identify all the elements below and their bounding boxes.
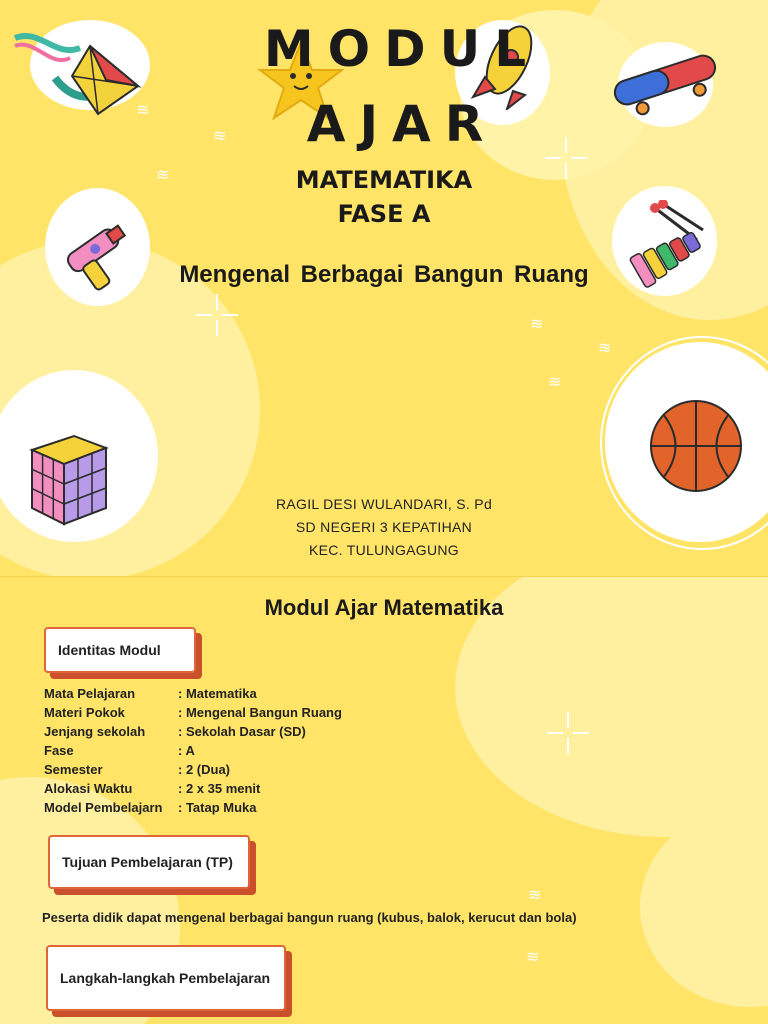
identity-key: Mata Pelajaran	[44, 686, 136, 701]
sparkle-icon	[545, 710, 591, 756]
identity-row	[44, 685, 257, 703]
identity-value: : Tatap Muka	[178, 800, 257, 815]
identity-key: Model Pembelajarn	[44, 800, 163, 815]
identity-value: : Matematika	[178, 686, 257, 701]
identity-value: : 2 (Dua)	[178, 762, 230, 777]
identity-value: : 2 x 35 menit	[178, 781, 261, 796]
rubiks-cube-icon	[22, 428, 112, 528]
identity-row	[44, 704, 342, 722]
squiggle-icon: ≋	[528, 885, 542, 904]
module-title: Modul Ajar Matematika	[264, 595, 504, 620]
identity-row	[44, 723, 306, 741]
identity-row	[44, 780, 260, 798]
author-name: RAGIL DESI WULANDARI, S. Pd	[275, 496, 493, 512]
squiggle-icon: ≋	[156, 165, 170, 184]
squiggle-icon: ≋	[136, 100, 150, 119]
background-blob	[640, 807, 768, 1007]
identity-key: Jenjang sekolah	[44, 724, 146, 739]
identity-key: Alokasi Waktu	[44, 781, 133, 796]
squiggle-icon: ≋	[598, 338, 612, 357]
squiggle-icon: ≋	[526, 947, 540, 966]
identity-key: Semester	[44, 762, 103, 777]
goal-description: Peserta didik dapat mengenal berbagai bangun ruang (kubus, balok, kerucut dan bola)	[42, 910, 577, 925]
identity-key: Materi Pokok	[44, 705, 125, 720]
identity-value: : A	[178, 743, 195, 758]
identity-row	[44, 799, 257, 817]
sparkle-icon	[194, 292, 240, 338]
basketball-icon	[648, 398, 744, 494]
identity-value: : Sekolah Dasar (SD)	[178, 724, 306, 739]
squiggle-icon: ≋	[530, 314, 544, 333]
identity-key: Fase	[44, 743, 74, 758]
identity-row	[44, 761, 230, 779]
cover-topic: Mengenal Berbagai Bangun Ruang	[179, 261, 589, 288]
identity-value: : Mengenal Bangun Ruang	[178, 705, 342, 720]
cover-subject: MATEMATIKA	[295, 166, 473, 194]
identity-label: Identitas Modul	[44, 627, 196, 673]
module-slide	[0, 577, 768, 1024]
cover-phase: FASE A	[337, 200, 431, 228]
author-school: SD NEGERI 3 KEPATIHAN	[295, 519, 473, 535]
cover-title-line-2: AJAR	[306, 95, 498, 153]
cover-title-line-1: MODUL	[263, 20, 541, 78]
squiggle-icon: ≋	[213, 126, 227, 145]
identity-row	[44, 742, 195, 760]
goal-label: Tujuan Pembelajaran (TP)	[48, 835, 250, 889]
author-district: KEC. TULUNGAGUNG	[308, 542, 459, 558]
squiggle-icon: ≋	[548, 372, 562, 391]
steps-label: Langkah-langkah Pembelajaran	[46, 945, 286, 1011]
